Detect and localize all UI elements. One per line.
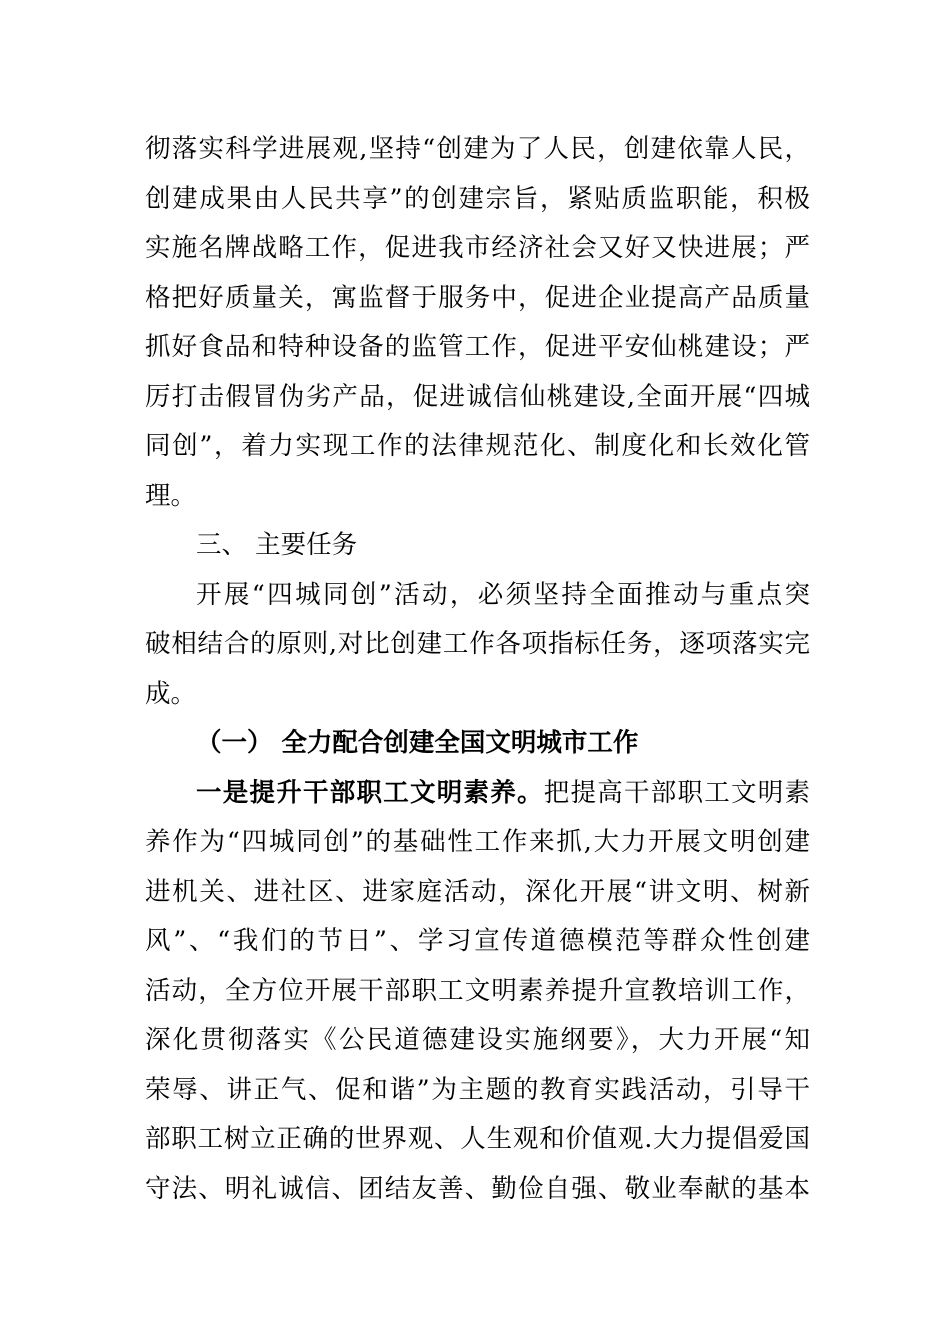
paragraph-civility [145,769,810,1215]
text-line: 进机关、进社区、进家庭活动，深化开展“讲文明、树新 [145,876,810,907]
text-line: 成。 [145,678,197,709]
text-line: 创建成果由人民共享”的创建宗旨，紧贴质监职能，积极 [145,183,810,214]
text-line: 养作为“四城同创”的基础性工作来抓,大力开展文明创建 [145,827,810,857]
paragraph-lead-rest: 把提高干部职工文明素 [543,777,810,808]
text-line: 深化贯彻落实《公民道德建设实施纲要》，大力开展“知 [145,1025,810,1055]
text-line: 荣辱、讲正气、促和谐”为主题的教育实践活动，引导干 [145,1074,810,1105]
text-line-lead [145,769,810,819]
text-line: 部职工树立正确的世界观、人生观和价值观.大力提倡爱国 [145,1124,810,1154]
text-line: 理。 [145,480,197,511]
paragraph-intro [145,125,810,521]
subsection-heading: （一） 全力配合创建全国文明城市工作 [196,728,639,758]
document-page [145,125,810,1214]
text-line: 同创”，着力实现工作的法律规范化、制度化和长效化管 [145,431,810,461]
text-line: 开展“四城同创”活动，必须坚持全面推动与重点突 [196,579,810,610]
text-line: 风”、“我们的节日”、学习宣传道德模范等群众性创建 [145,926,810,956]
text-line: 厉打击假冒伪劣产品，促进诚信仙桃建设,全面开展“四城 [145,381,810,412]
text-line: 抓好食品和特种设备的监管工作，促进平安仙桃建设；严 [145,332,810,362]
text-line: 活动，全方位开展干部职工文明素养提升宣教培训工作， [145,975,810,1006]
text-line: 格把好质量关，寓监督于服务中，促进企业提高产品质量 [145,282,810,313]
section-heading: 三、 主要任务 [196,530,358,560]
text-line: 实施名牌战略工作，促进我市经济社会又好又快进展；严 [145,233,810,263]
text-line: 破相结合的原则,对比创建工作各项指标任务，逐项落实完 [145,629,810,659]
text-line: 守法、明礼诚信、团结友善、勤俭自强、敬业奉献的基本 [145,1173,810,1204]
text-line: 彻落实科学进展观,坚持“创建为了人民，创建依靠人民， [145,134,810,164]
paragraph-main-tasks [145,571,810,720]
paragraph-lead-phrase: 一是提升干部职工文明素养。 [196,777,544,808]
